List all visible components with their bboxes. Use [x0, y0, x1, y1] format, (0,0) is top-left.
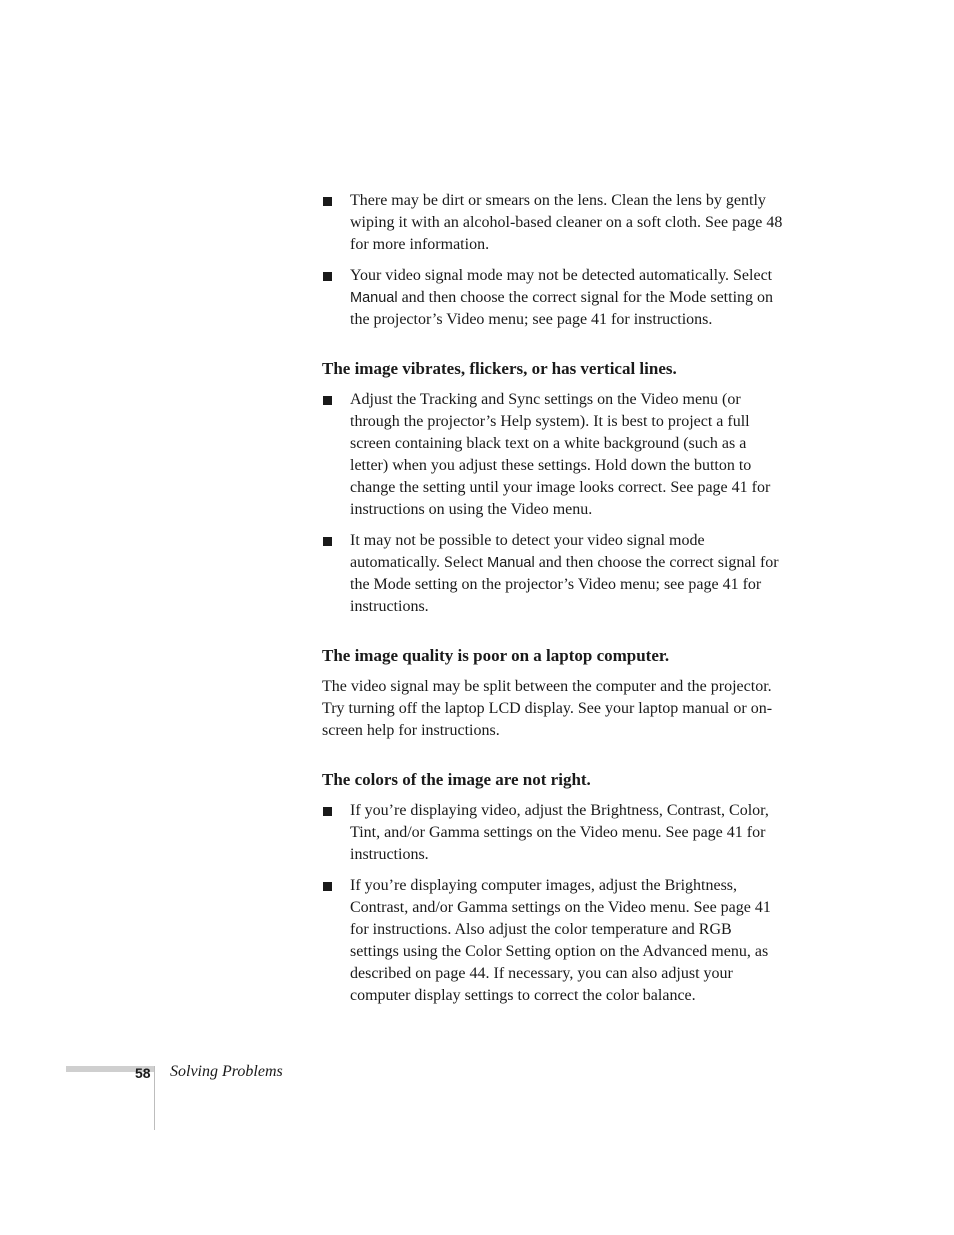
- bullet-item-computer-colors: [322, 875, 784, 1007]
- chapter-title: Solving Problems: [170, 1063, 283, 1080]
- bullet-item-detect-signal: [322, 530, 784, 618]
- vibrates-bullet-list: [322, 389, 784, 618]
- page-number: 58: [135, 1065, 151, 1081]
- bullet-text: If you’re displaying video, adjust the Brightness, Contrast, Color, Tint, and/or Gamma settings on the Video menu. See page 41 for instructions.: [350, 802, 769, 863]
- section-heading-vibrates: The image vibrates, flickers, or has vertical lines.: [322, 359, 677, 378]
- square-bullet-icon: [323, 396, 332, 405]
- menu-term-manual: Manual: [350, 290, 398, 306]
- laptop-paragraph: The video signal may be split between the computer and the projector. Try turning off the laptop LCD display. See your laptop manual or on-screen help for instructions.: [322, 678, 773, 739]
- bullet-item-signal-mode: [322, 265, 784, 331]
- square-bullet-icon: [323, 882, 332, 891]
- bullet-text: If you’re displaying computer images, adjust the Brightness, Contrast, and/or Gamma settings on the Video menu. See page 41 for instructions. Also adjust the color temperature and RGB settings using the Color Setting option on the Advanced menu, as described on page 44. If necessary, you can also adjust your computer display settings to correct the color balance.: [350, 877, 771, 1004]
- intro-bullet-list: [322, 190, 784, 331]
- square-bullet-icon: [323, 272, 332, 281]
- bullet-item-video-colors: [322, 800, 784, 866]
- bullet-text: Adjust the Tracking and Sync settings on the Video menu (or through the projector’s Help system). It is best to project a full screen containing black text on a white background (such as a letter) when you adjust these settings. Hold down the button to change the setting until your image looks correct. See page 41 for instructions on using the Video menu.: [350, 391, 771, 518]
- bullet-item-tracking-sync: [322, 389, 784, 521]
- square-bullet-icon: [323, 197, 332, 206]
- bullet-text-post: and then choose the correct signal for the Mode setting on the projector’s Video menu; see page 41 for instructions.: [350, 289, 774, 328]
- bullet-text-pre: It may not be possible to detect your video signal mode automatically. Select: [350, 532, 705, 571]
- colors-bullet-list: [322, 800, 784, 1007]
- square-bullet-icon: [323, 807, 332, 816]
- bullet-text: There may be dirt or smears on the lens. Clean the lens by gently wiping it with an alcohol-based cleaner on a soft cloth. See page 48 for more information.: [350, 192, 783, 253]
- section-heading-colors: The colors of the image are not right.: [322, 770, 591, 789]
- bullet-text-pre: Your video signal mode may not be detected automatically. Select: [350, 267, 773, 284]
- page-body: [322, 190, 784, 1016]
- section-heading-laptop: The image quality is poor on a laptop computer.: [322, 646, 670, 665]
- bullet-item-lens: [322, 190, 784, 256]
- footer-divider: [154, 1066, 155, 1130]
- menu-term-manual: Manual: [487, 555, 535, 571]
- bullet-text-post: and then choose the correct signal for the Mode setting on the projector’s Video menu; see page 41 for instructions.: [350, 554, 779, 615]
- square-bullet-icon: [323, 537, 332, 546]
